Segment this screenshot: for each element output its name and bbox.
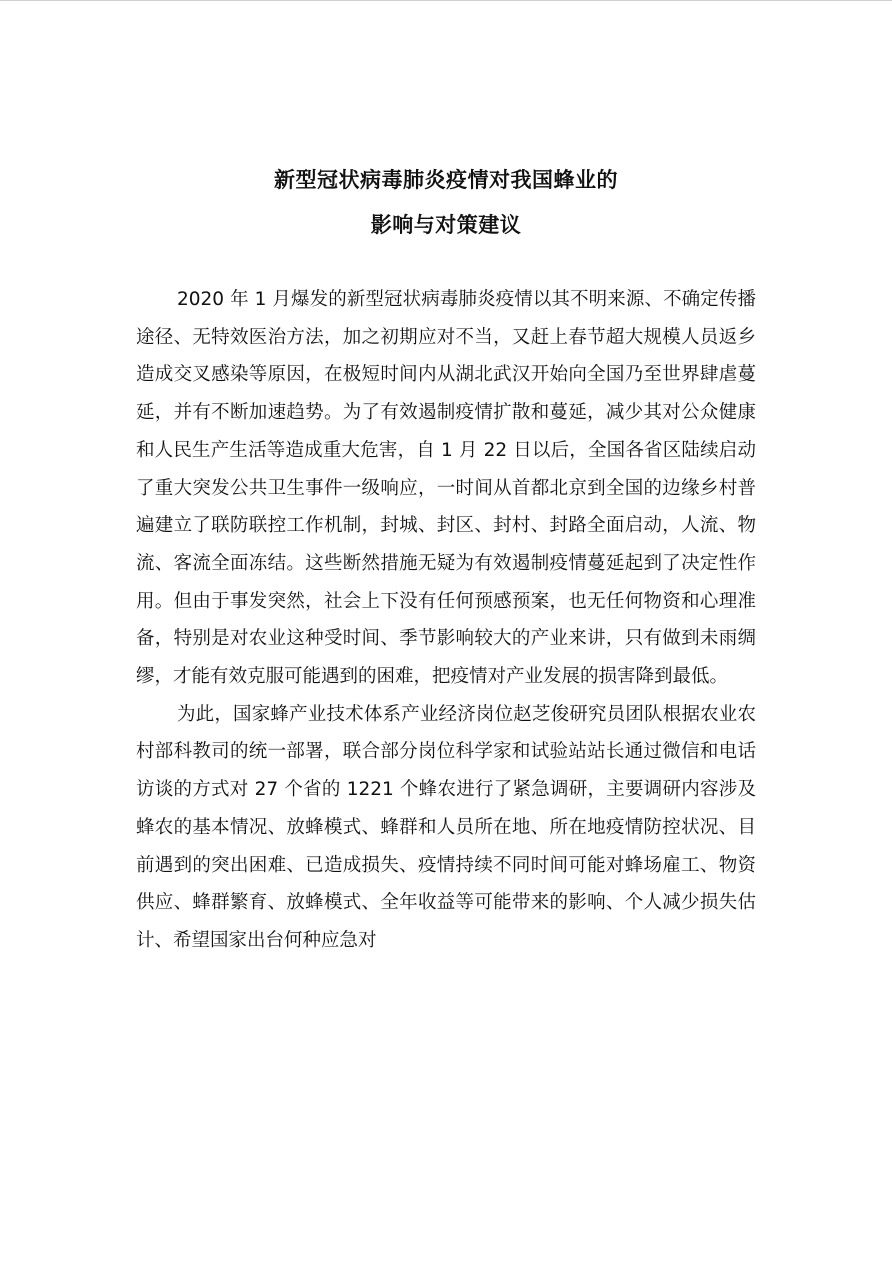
- paragraph-1: 2020 年 1 月爆发的新型冠状病毒肺炎疫情以其不明来源、不确定传播途径、无特效医治方法，加之初期应对不当，又赶上春节超大规模人员返乡造成交叉感染等原因，在极短时间内从湖北武汉开始向全国乃至世界肆虐蔓延，并有不断加速趋势。为了有效遏制疫情扩散和蔓延，减少其对公众健康和人民生产生活等造成重大危害，自 1 月 22 日以后，全国各省区陆续启动了重大突发公共卫生事件一级响应，一时间从首都北京到全国的边缘乡村普遍建立了联防联控工作机制，封城、封区、封村、封路全面启动，人流、物流、客流全面冻结。这些断然措施无疑为有效遏制疫情蔓延起到了决定性作用。但由于事发突然，社会上下没有任何预感预案，也无任何物资和心理准备，特别是对农业这种受时间、季节影响较大的产业来讲，只有做到未雨绸缪，才能有效克服可能遇到的困难，把疫情对产业发展的损害降到最低。: [136, 289, 756, 688]
- document-title-line-2: 影响与对策建议: [370, 213, 522, 237]
- paragraph-2: 为此，国家蜂产业技术体系产业经济岗位赵芝俊研究员团队根据农业农村部科教司的统一部署，联合部分岗位科学家和试验站站长通过微信和电话访谈的方式对 27 个省的 1221 个蜂农进行了紧急调研，主要调研内容涉及蜂农的基本情况、放蜂模式、蜂群和人员所在地、所在地疫情防控状况、目前遇到的突出困难、已造成损失、疫情持续不同时间可能对蜂场雇工、物资供应、蜂群繁育、放蜂模式、全年收益等可能带来的影响、个人减少损失估计、希望国家出台何种应急对: [136, 703, 756, 951]
- top-border-line: [0, 0, 892, 1]
- document-title-line-1: 新型冠状病毒肺炎疫情对我国蜂业的: [274, 168, 618, 192]
- document-body: [136, 281, 756, 960]
